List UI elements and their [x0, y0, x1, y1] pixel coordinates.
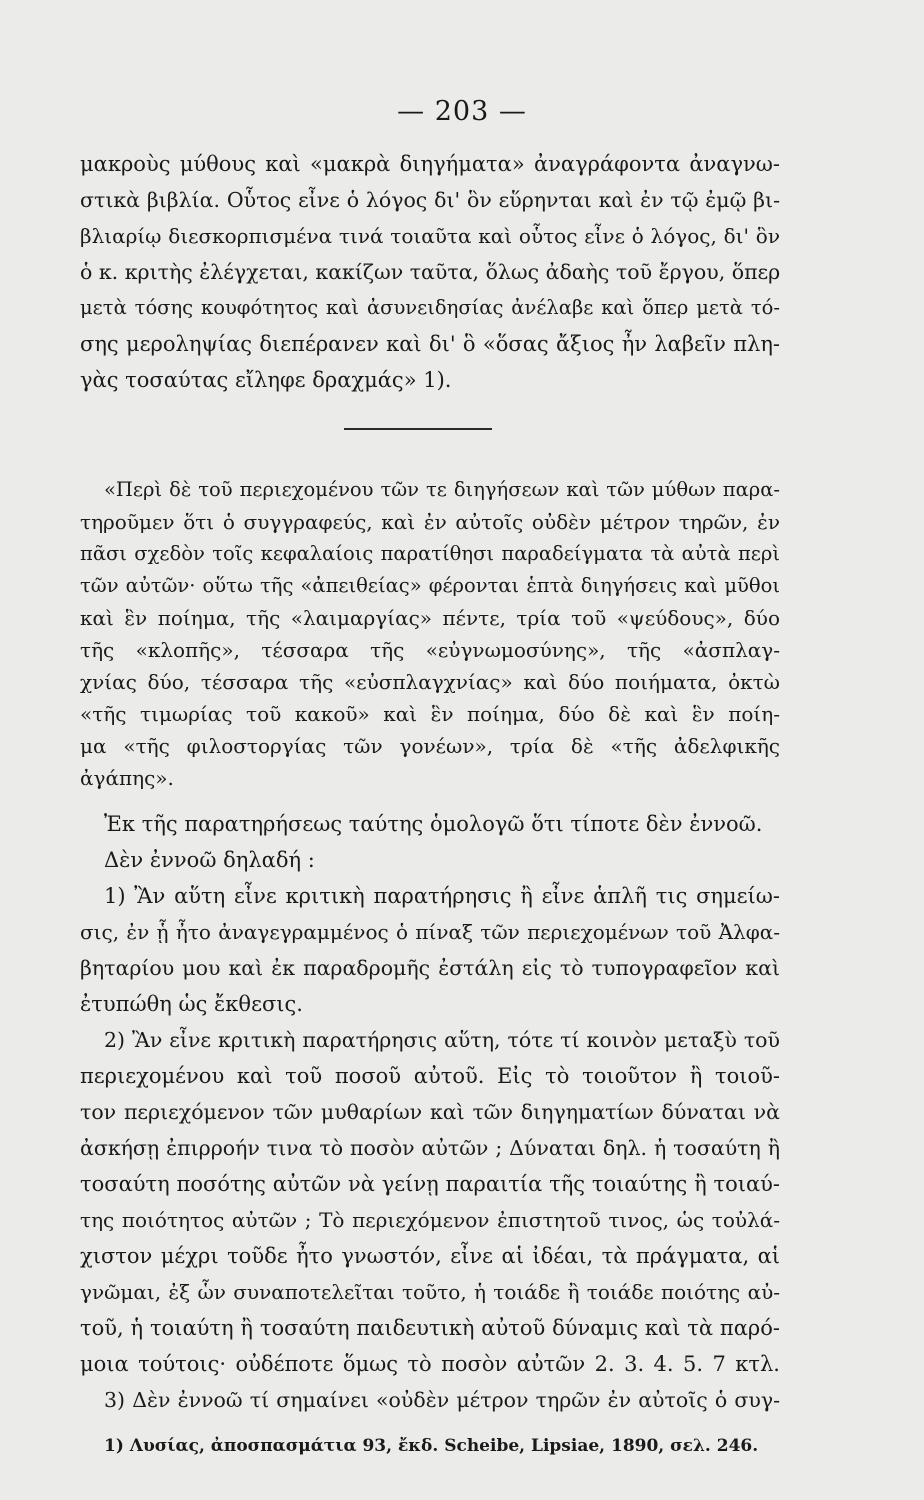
text-line: τον περιεχόμενον τῶν μυθαρίων καὶ τῶν διηγηματίων δύναται νὰ	[80, 1100, 780, 1124]
text-line: βλιαρίῳ διεσκορπισμένα τινά τοιαῦτα καὶ οὗτος εἶνε ὁ λόγος, δι' ὃν	[80, 224, 780, 248]
section-divider	[344, 428, 492, 430]
quote-line: «τῆς τιμωρίας τοῦ κακοῦ» καὶ ἓν ποίημα, δύο δὲ καὶ ἓν ποίη-	[80, 702, 780, 726]
text-line: σις, ἐν ᾗ ἦτο ἀναγεγραμμένος ὁ πίναξ τῶν περιεχομένων τοῦ Ἀλφα-	[80, 920, 780, 944]
quote-line: ἀγάπης».	[80, 766, 174, 790]
text-line: μοια τούτοις· οὐδέποτε ὅμως τὸ ποσὸν αὐτῶν 2. 3. 4. 5. 7 κτλ.	[80, 1352, 780, 1376]
quote-line: πᾶσι σχεδὸν τοῖς κεφαλαίοις παρατίθησι παραδείγματα τὰ αὐτὰ περὶ	[80, 542, 780, 565]
text-line: 1) Ἂν αὕτη εἶνε κριτικὴ παρατήρησις ἢ εἶνε ἁπλῆ τις σημείω-	[104, 884, 780, 908]
text-line: τοῦ, ἡ τοιαύτη ἢ τοσαύτη παιδευτικὴ αὐτοῦ δύναμις καὶ τὰ παρό-	[80, 1316, 780, 1340]
text-line: γὰς τοσαύτας εἴληφε δραχμάς» 1).	[80, 368, 452, 392]
text-line: γνῶμαι, ἐξ ὧν συναποτελεῖται τοῦτο, ἡ τοιάδε ἢ τοιάδε ποιότης αὐ-	[80, 1280, 780, 1304]
text-line: τοσαύτη ποσότης αὐτῶν νὰ γείνῃ παραιτία τῆς τοιαύτης ἢ τοιαύ-	[80, 1172, 780, 1196]
quote-line: μα «τῆς φιλοστοργίας τῶν γονέων», τρία δὲ «τῆς ἀδελφικῆς	[80, 734, 780, 758]
text-line: μετὰ τόσης κουφότητος καὶ ἀσυνειδησίας ἀνέλαβε καὶ ὅπερ μετὰ τό-	[80, 296, 780, 319]
text-line: ὁ κ. κριτὴς ἐλέγχεται, κακίζων ταῦτα, ὅλως ἀδαὴς τοῦ ἔργου, ὅπερ	[80, 260, 781, 284]
text-line: Ἐκ τῆς παρατηρήσεως ταύτης ὁμολογῶ ὅτι τίποτε δὲν ἐννοῶ.	[104, 812, 763, 836]
text-line: 3) Δὲν ἐννοῶ τί σημαίνει «οὐδὲν μέτρον τηρῶν ἐν αὐτοῖς ὁ συγ-	[104, 1388, 780, 1412]
text-line: μακροὺς μύθους καὶ «μακρὰ διηγήματα» ἀναγράφοντα ἀναγνω-	[80, 152, 780, 176]
text-line: βηταρίου μου καὶ ἐκ παραδρομῆς ἐστάλη εἰς τὸ τυπογραφεῖον καὶ	[80, 956, 780, 980]
text-line: 2) Ἂν εἶνε κριτικὴ παρατήρησις αὕτη, τότε τί κοινὸν μεταξὺ τοῦ	[104, 1028, 780, 1052]
quote-line: «Περὶ δὲ τοῦ περιεχομένου τῶν τε διηγήσεων καὶ τῶν μύθων παρα-	[104, 478, 780, 501]
text-line: Δὲν ἐννοῶ δηλαδή :	[104, 848, 315, 872]
text-line: ἀσκήσῃ ἐπιρροήν τινα τὸ ποσὸν αὐτῶν ; Δύναται δηλ. ἡ τοσαύτη ἢ	[80, 1136, 780, 1160]
footnote: 1) Λυσίας, ἀποσπασμάτια 93, ἔκδ. Scheibe, Lipsiae, 1890, σελ. 246.	[104, 1436, 759, 1456]
text-line: περιεχομένου καὶ τοῦ ποσοῦ αὐτοῦ. Εἰς τὸ τοιοῦτον ἢ τοιοῦ-	[80, 1064, 780, 1088]
page-number: — 203 —	[397, 96, 527, 127]
text-line: στικὰ βιβλία. Οὗτος εἶνε ὁ λόγος δι' ὃν εὕρηνται καὶ ἐν τῷ ἐμῷ βι-	[80, 188, 780, 212]
quote-line: τῶν αὐτῶν· οὕτω τῆς «ἀπειθείας» φέρονται ἑπτὰ διηγήσεις καὶ μῦθοι	[80, 574, 780, 597]
quote-line: χνίας δύο, τέσσαρα τῆς «εὐσπλαγχνίας» καὶ δύο ποιήματα, ὀκτὼ	[80, 670, 780, 694]
text-line: ἐτυπώθη ὡς ἔκθεσις.	[80, 992, 303, 1016]
quote-line: καὶ ἓν ποίημα, τῆς «λαιμαργίας» πέντε, τρία τοῦ «ψεύδους», δύο	[80, 606, 780, 630]
text-line: σης μεροληψίας διεπέρανεν καὶ δι' ὃ «ὅσας ἄξιος ἦν λαβεῖν πλη-	[80, 332, 780, 356]
text-line: της ποιότητος αὐτῶν ; Τὸ περιεχόμενον ἐπιστητοῦ τινος, ὡς τοὐλά-	[80, 1208, 780, 1232]
quote-line: τῆς «κλοπῆς», τέσσαρα τῆς «εὐγνωμοσύνης», τῆς «ἀσπλαγ-	[80, 638, 780, 662]
text-line: χιστον μέχρι τοῦδε ἦτο γνωστόν, εἶνε αἱ ἰδέαι, τὰ πράγματα, αἱ	[80, 1244, 780, 1268]
quote-line: τηροῦμεν ὅτι ὁ συγγραφεύς, καὶ ἐν αὐτοῖς οὐδὲν μέτρον τηρῶν, ἐν	[80, 510, 780, 534]
